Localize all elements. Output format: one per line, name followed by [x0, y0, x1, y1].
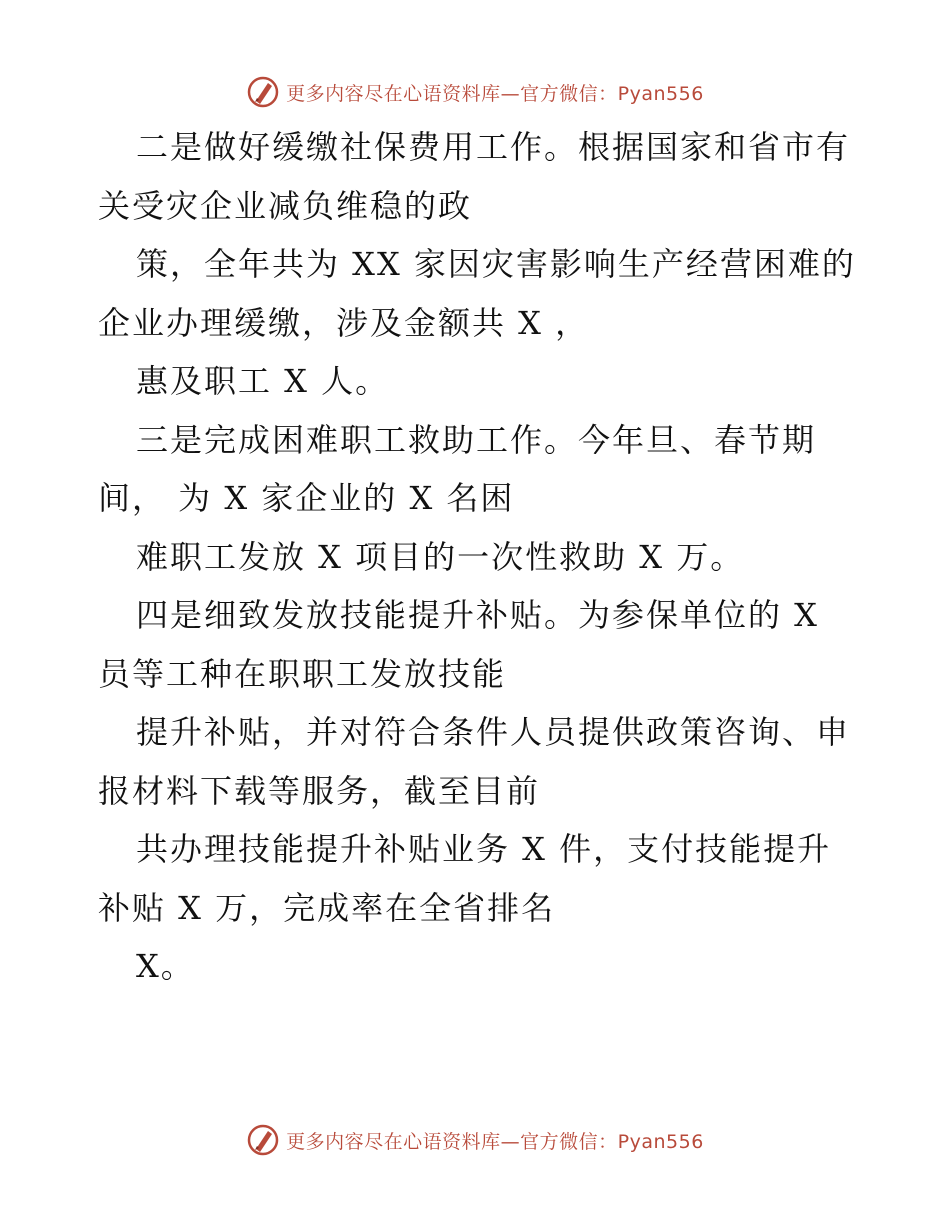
paragraph-line: 提升补贴，并对符合条件人员提供政策咨询、申 [136, 713, 851, 751]
paragraph-line: 共办理技能提升补贴业务 X 件，支付技能提升 [136, 830, 832, 868]
paragraph-line: 关受灾企业减负维稳的政 [98, 186, 473, 225]
paragraph-line: 难职工发放 X 项目的一次性救助 X 万。 [136, 537, 745, 576]
pen-logo-icon [246, 75, 280, 109]
header-banner-text: 更多内容尽在心语资料库—官方微信：Pyan556 [286, 82, 704, 105]
paragraph-line: 间， 为 X 家企业的 X 名困 [98, 479, 515, 517]
paragraph-line: 三是完成困难职工救助工作。今年旦、春节期 [136, 420, 817, 459]
pen-logo-icon [246, 1123, 280, 1157]
paragraph-line: X。 [136, 947, 195, 985]
paragraph-line: 策，全年共为 XX 家因灾害影响生产经营困难的 [136, 245, 856, 283]
footer-banner [0, 1120, 950, 1160]
paragraph-line: 员等工种在职职工发放技能 [98, 654, 507, 693]
paragraph-line: 四是细致发放技能提升补贴。为参保单位的 X [136, 596, 819, 634]
paragraph-line: 惠及职工 X 人。 [136, 362, 390, 400]
document-body [98, 118, 858, 996]
paragraph-line: 报材料下载等服务，截至目前 [98, 771, 541, 810]
paragraph-line: 企业办理缓缴，涉及金额共 X ， [98, 303, 590, 342]
footer-banner-text: 更多内容尽在心语资料库—官方微信：Pyan556 [286, 1130, 704, 1153]
paragraph-line: 二是做好缓缴社保费用工作。根据国家和省市有 [136, 128, 851, 166]
paragraph-line: 补贴 X 万，完成率在全省排名 [98, 888, 556, 927]
header-banner [0, 72, 950, 112]
